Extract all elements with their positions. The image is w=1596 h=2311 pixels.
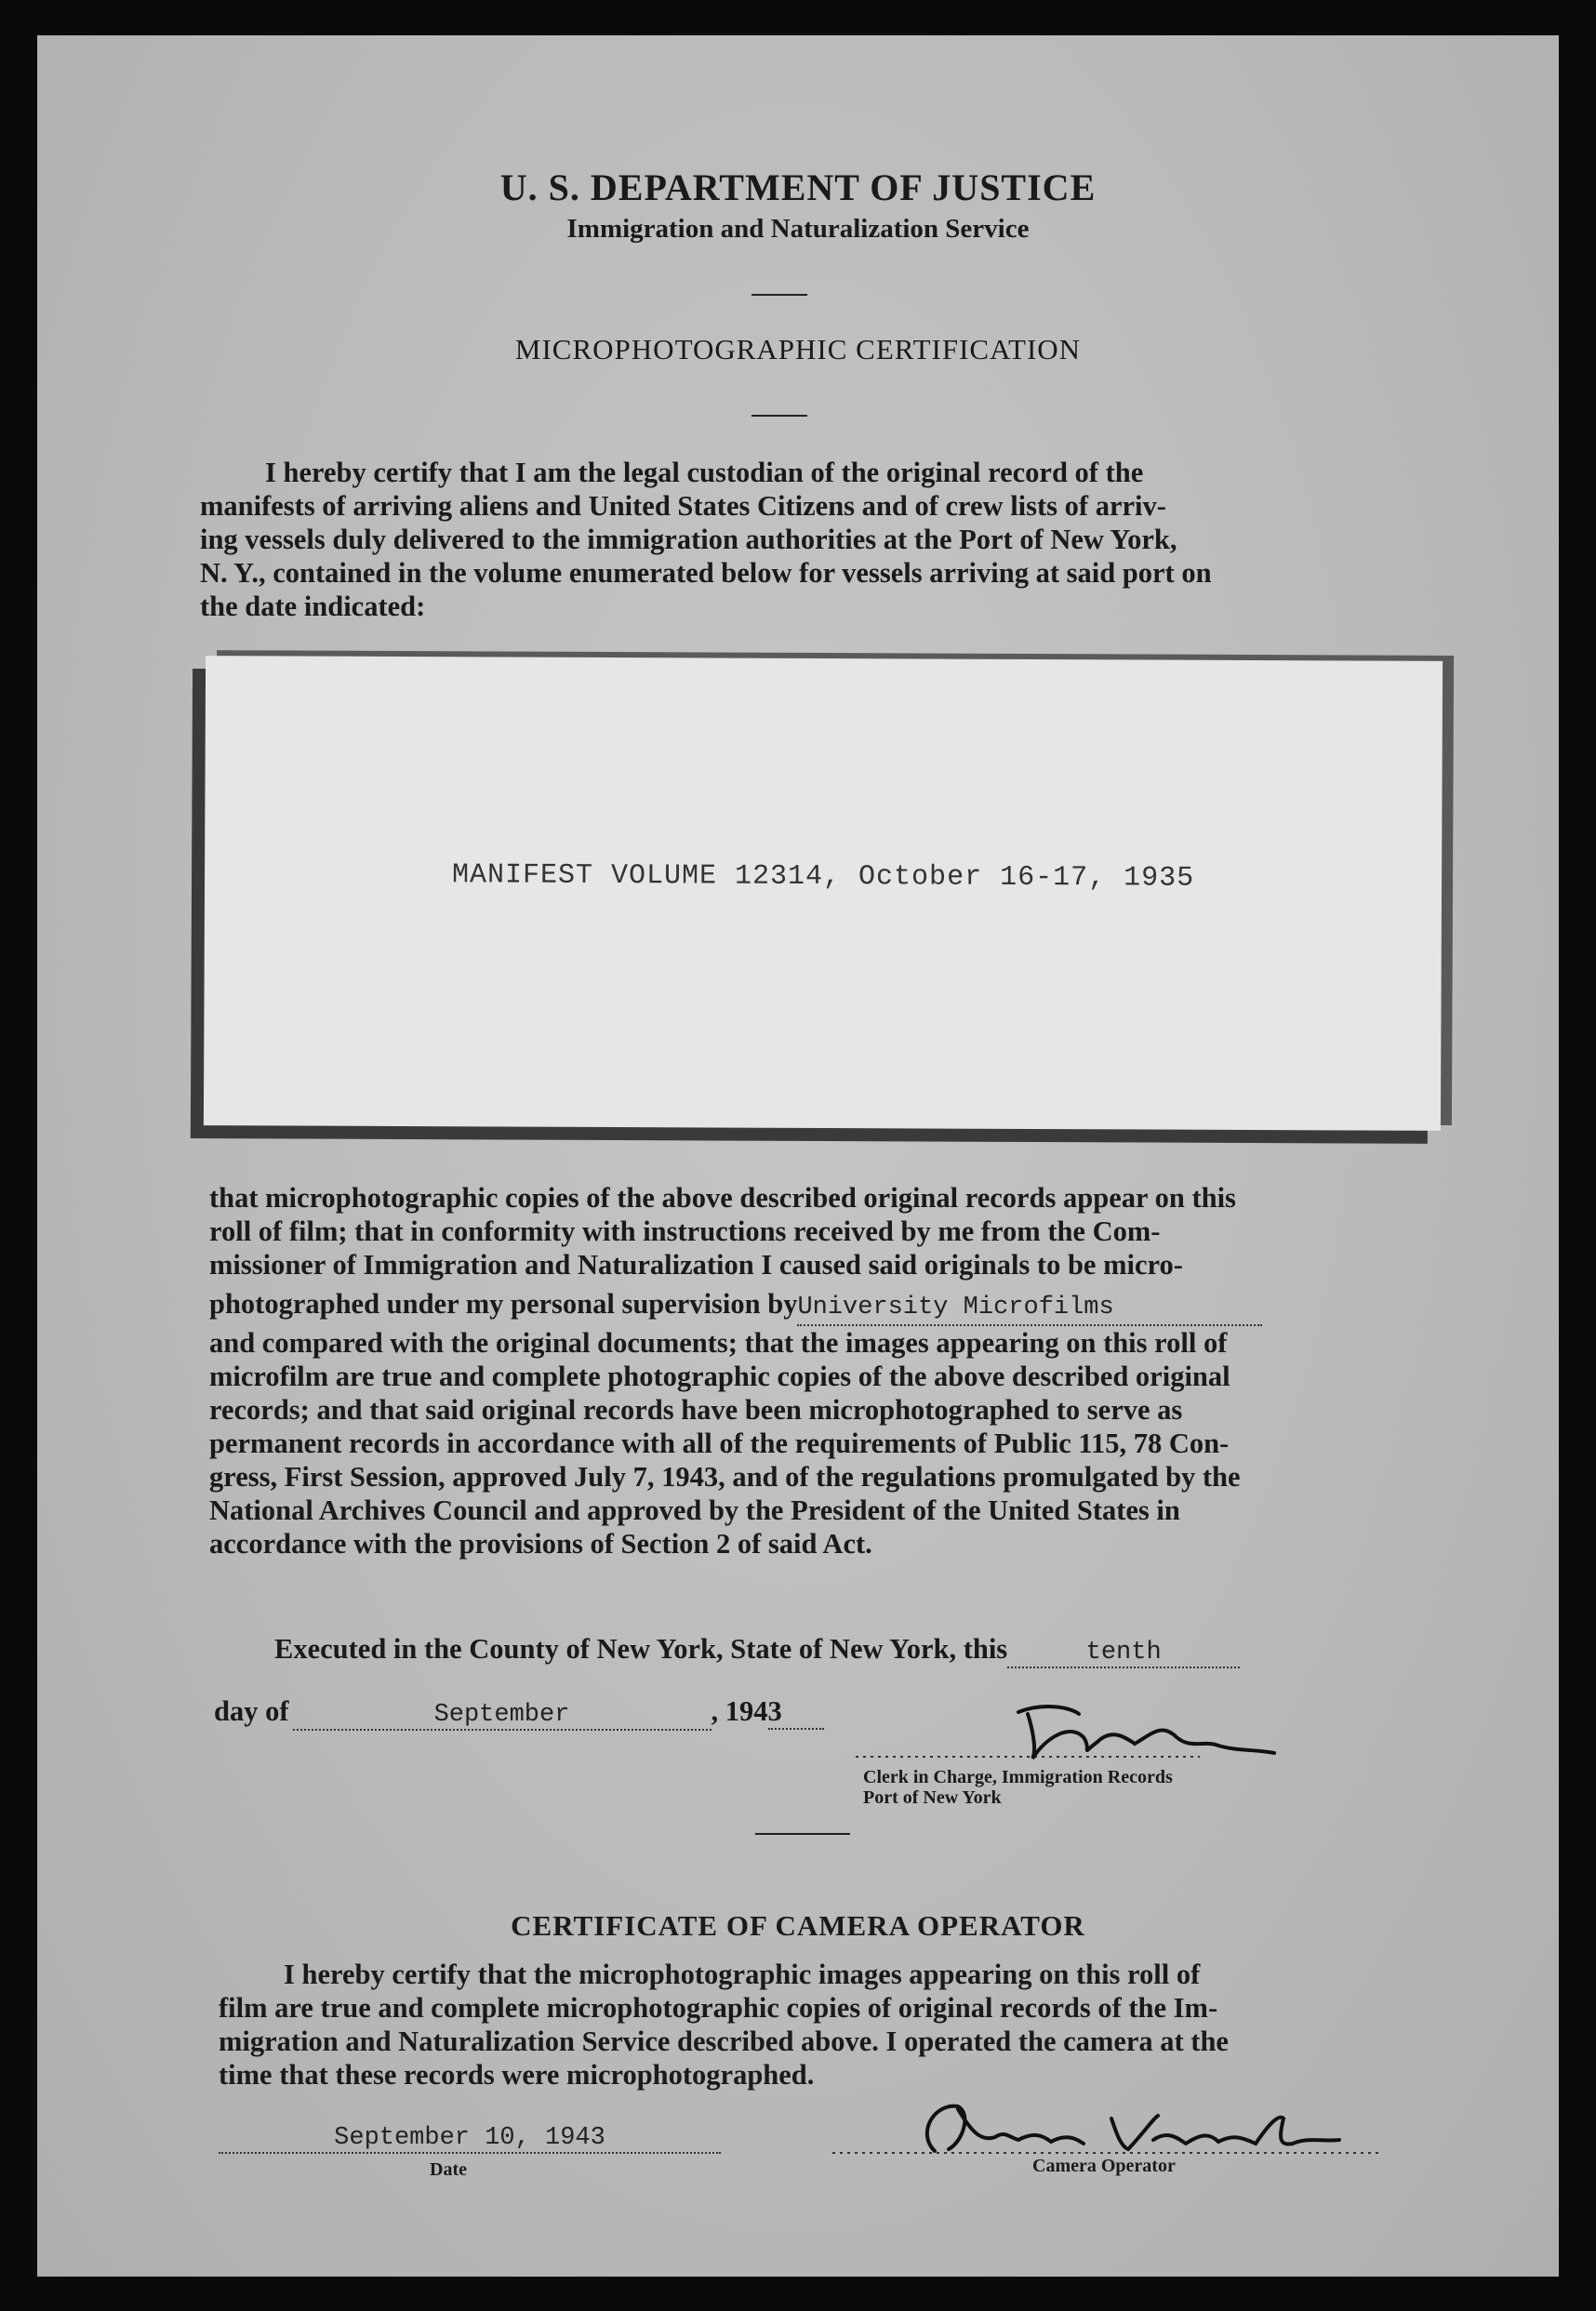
camera-operator-label: Camera Operator <box>1032 2156 1176 2176</box>
body-line: and compared with the original documents; that the images appearing on this roll of <box>209 1327 1228 1359</box>
supervisor-value: University Microfilms <box>797 1294 1114 1322</box>
operator-date-value: September 10, 1943 <box>334 2124 605 2152</box>
clerk-title-line2: Port of New York <box>863 1787 1002 1808</box>
operator-paragraph <box>219 1958 1428 2092</box>
body-line: roll of film; that in conformity with instructions received by me from the Com- <box>209 1215 1161 1247</box>
intro-line: manifests of arriving aliens and United States Citizens and of crew lists of arriv- <box>200 490 1166 522</box>
body-line: National Archives Council and approved by the President of the United States in <box>209 1494 1180 1526</box>
divider <box>751 415 807 417</box>
month-value: September <box>433 1701 570 1729</box>
supervision-prefix: photographed under my personal supervision by <box>209 1288 798 1320</box>
operator-date-line <box>219 2118 721 2154</box>
department-title: U. S. DEPARTMENT OF JUSTICE <box>499 166 1097 208</box>
service-subtitle: Immigration and Naturalization Service <box>566 214 1030 244</box>
intro-line: ing vessels duly delivered to the immigration authorities at the Port of New York, <box>200 524 1177 555</box>
operator-line: film are true and complete microphotographic copies of original records of the Im- <box>219 1992 1218 2024</box>
execution-prefix: Executed in the County of New York, State of New York, this <box>274 1633 1008 1665</box>
month-field <box>293 1695 712 1731</box>
body-line: microfilm are true and complete photographic copies of the above described original <box>209 1361 1230 1392</box>
clerk-title <box>863 1767 1173 1808</box>
day-value: tenth <box>1085 1639 1162 1667</box>
camera-operator-title: CERTIFICATE OF CAMERA OPERATOR <box>511 1909 1085 1942</box>
body-line: accordance with the provisions of Section 2 of said Act. <box>209 1528 872 1560</box>
execution-line <box>274 1633 1240 1668</box>
manifest-volume-text: MANIFEST VOLUME 12314, October 16-17, 1935 <box>451 859 1195 895</box>
operator-line: time that these records were microphotographed. <box>219 2059 815 2091</box>
body-line: missioner of Immigration and Naturalization I caused said originals to be micro- <box>209 1249 1183 1281</box>
body-line: permanent records in accordance with all of the requirements of Public 115, 78 Con- <box>209 1428 1230 1459</box>
intro-line: the date indicated: <box>200 591 426 622</box>
day-field <box>1007 1633 1240 1668</box>
intro-paragraph <box>200 456 1418 623</box>
divider <box>755 1833 850 1835</box>
intro-line: I hereby certify that I am the legal custodian of the original record of the <box>265 457 1144 488</box>
clerk-title-line1: Clerk in Charge, Immigration Records <box>863 1767 1173 1787</box>
intro-line: N. Y., contained in the volume enumerated below for vessels arriving at said port on <box>200 557 1212 589</box>
supervisor-field <box>797 1287 1262 1326</box>
date-line <box>214 1695 824 1731</box>
body-line: gress, First Session, approved July 7, 1943, and of the regulations promulgated by the <box>209 1461 1241 1493</box>
year-field <box>768 1695 824 1730</box>
supervision-line <box>209 1287 1428 1326</box>
clerk-signature <box>846 1686 1274 1770</box>
certificate-sheet <box>37 35 1559 2277</box>
year-digit: 3 <box>767 1695 782 1727</box>
manifest-card <box>204 656 1443 1131</box>
divider <box>751 294 807 296</box>
date-label: Date <box>430 2159 467 2180</box>
day-of-label: day of <box>214 1695 289 1727</box>
operator-line: I hereby certify that the microphotographic images appearing on this roll of <box>284 1959 1201 1990</box>
body-paragraph <box>209 1181 1428 1561</box>
body-line: records; and that said original records have been microphotographed to serve as <box>209 1394 1183 1426</box>
certification-title: MICROPHOTOGRAPHIC CERTIFICATION <box>514 333 1082 365</box>
operator-date-field <box>219 2118 721 2154</box>
body-line: that microphotographic copies of the above described original records appear on this <box>209 1182 1236 1214</box>
year-prefix: , 194 <box>711 1695 768 1727</box>
operator-line: migration and Naturalization Service described above. I operated the camera at the <box>219 2025 1229 2057</box>
